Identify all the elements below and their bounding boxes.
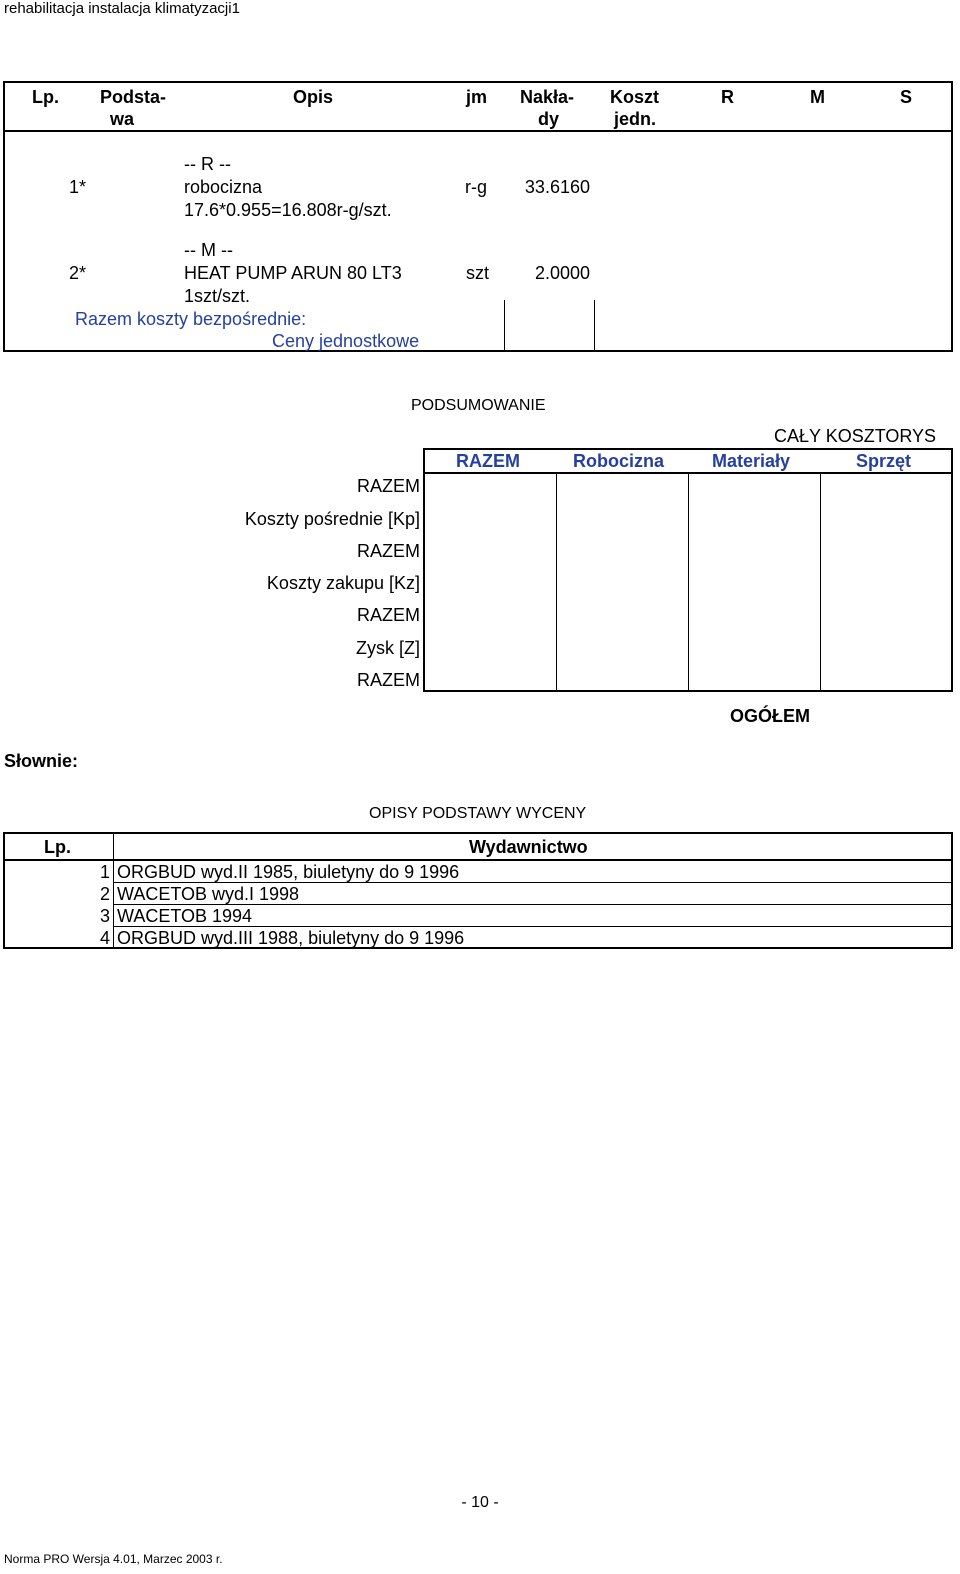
row-1-jm: r-g bbox=[465, 177, 487, 197]
summary-col-border bbox=[951, 448, 953, 692]
summary-header-materialy: Materiały bbox=[712, 451, 791, 471]
summary-row-label: Koszty pośrednie [Kp] bbox=[244, 509, 420, 529]
summary-col-border bbox=[820, 472, 821, 691]
header-jm: jm bbox=[466, 87, 488, 107]
summary-header-robocizna: Robocizna bbox=[573, 451, 665, 471]
row-1-opis-line-1: -- R -- bbox=[184, 154, 231, 174]
header-podstawa-2: wa bbox=[110, 109, 135, 129]
summary-header-razem: RAZEM bbox=[456, 451, 520, 471]
row-2-naklady: 2.0000 bbox=[534, 263, 590, 283]
bases-row-lp: 2 bbox=[99, 884, 110, 904]
bases-row-lp: 4 bbox=[99, 928, 110, 948]
header-podstawa-1: Podsta- bbox=[100, 87, 167, 107]
summary-title: PODSUMOWANIE bbox=[411, 397, 546, 414]
table-top-border bbox=[3, 81, 953, 83]
bases-row-text: ORGBUD wyd.III 1988, biuletyny do 9 1996 bbox=[117, 928, 465, 948]
summary-row-label: RAZEM bbox=[357, 476, 420, 496]
summary-row-label: Zysk [Z] bbox=[356, 638, 420, 658]
row-2-opis-line-3: 1szt/szt. bbox=[184, 286, 251, 306]
bases-header-wydawnictwo: Wydawnictwo bbox=[469, 837, 588, 857]
col-border bbox=[951, 81, 953, 352]
table-bottom-border bbox=[3, 350, 953, 352]
summary-row-label: RAZEM bbox=[357, 670, 420, 690]
summary-col-border bbox=[556, 472, 557, 691]
col-border bbox=[3, 81, 5, 352]
header-naklady-1: Nakła- bbox=[520, 87, 575, 107]
bases-header-lp: Lp. bbox=[44, 837, 71, 857]
bases-row-lp: 1 bbox=[99, 862, 110, 882]
row-2-opis-line-2: HEAT PUMP ARUN 80 LT3 bbox=[184, 263, 402, 283]
row-2-opis-line-1: -- M -- bbox=[184, 240, 233, 260]
row-2-lp: 2* bbox=[68, 263, 86, 283]
header-koszt-2: jedn. bbox=[614, 109, 657, 129]
col-border bbox=[594, 300, 595, 351]
header-s: S bbox=[900, 87, 913, 107]
bases-top-border bbox=[3, 832, 953, 834]
header-opis: Opis bbox=[293, 87, 334, 107]
row-1-naklady: 33.6160 bbox=[524, 177, 590, 197]
slownie-label: Słownie: bbox=[4, 751, 79, 771]
bases-col-border bbox=[113, 832, 114, 948]
footer-text: Norma PRO Wersja 4.01, Marzec 2003 r. bbox=[4, 1552, 223, 1566]
bases-row-text: WACETOB wyd.I 1998 bbox=[117, 884, 300, 904]
row-1-lp: 1* bbox=[68, 177, 86, 197]
ogolem-label: OGÓŁEM bbox=[730, 706, 810, 726]
header-koszt-1: Koszt bbox=[610, 87, 659, 107]
header-r: R bbox=[721, 87, 734, 107]
bases-row-text: ORGBUD wyd.II 1985, biuletyny do 9 1996 bbox=[117, 862, 460, 882]
page-number: - 10 - bbox=[461, 1494, 499, 1511]
header-bottom-border bbox=[3, 130, 953, 132]
razem-koszty-label: Razem koszty bezpośrednie: bbox=[75, 309, 307, 329]
summary-row-label: RAZEM bbox=[357, 605, 420, 625]
row-2-jm: szt bbox=[466, 263, 490, 283]
document-title: rehabilitacja instalacja klimatyzacji1 bbox=[4, 0, 240, 17]
bases-row-text: WACETOB 1994 bbox=[117, 906, 253, 926]
row-1-opis-line-2: robocizna bbox=[184, 177, 263, 197]
summary-row-label: Koszty zakupu [Kz] bbox=[266, 573, 420, 593]
summary-row-label: RAZEM bbox=[357, 541, 420, 561]
summary-col-border bbox=[423, 448, 425, 692]
summary-header-sprzet: Sprzęt bbox=[856, 451, 912, 471]
col-border bbox=[504, 300, 505, 351]
summary-col-border bbox=[688, 472, 689, 691]
bases-title: OPISY PODSTAWY WYCENY bbox=[369, 805, 587, 822]
bases-col-border bbox=[951, 832, 953, 949]
bases-col-border bbox=[3, 832, 5, 949]
row-1-opis-line-3: 17.6*0.955=16.808r-g/szt. bbox=[184, 200, 392, 220]
bases-row-lp: 3 bbox=[99, 906, 110, 926]
ceny-jednostkowe-label: Ceny jednostkowe bbox=[272, 331, 420, 351]
header-m: M bbox=[810, 87, 825, 107]
header-lp: Lp. bbox=[32, 87, 59, 107]
header-naklady-2: dy bbox=[538, 109, 560, 129]
caly-kosztorys-label: CAŁY KOSZTORYS bbox=[774, 426, 937, 446]
